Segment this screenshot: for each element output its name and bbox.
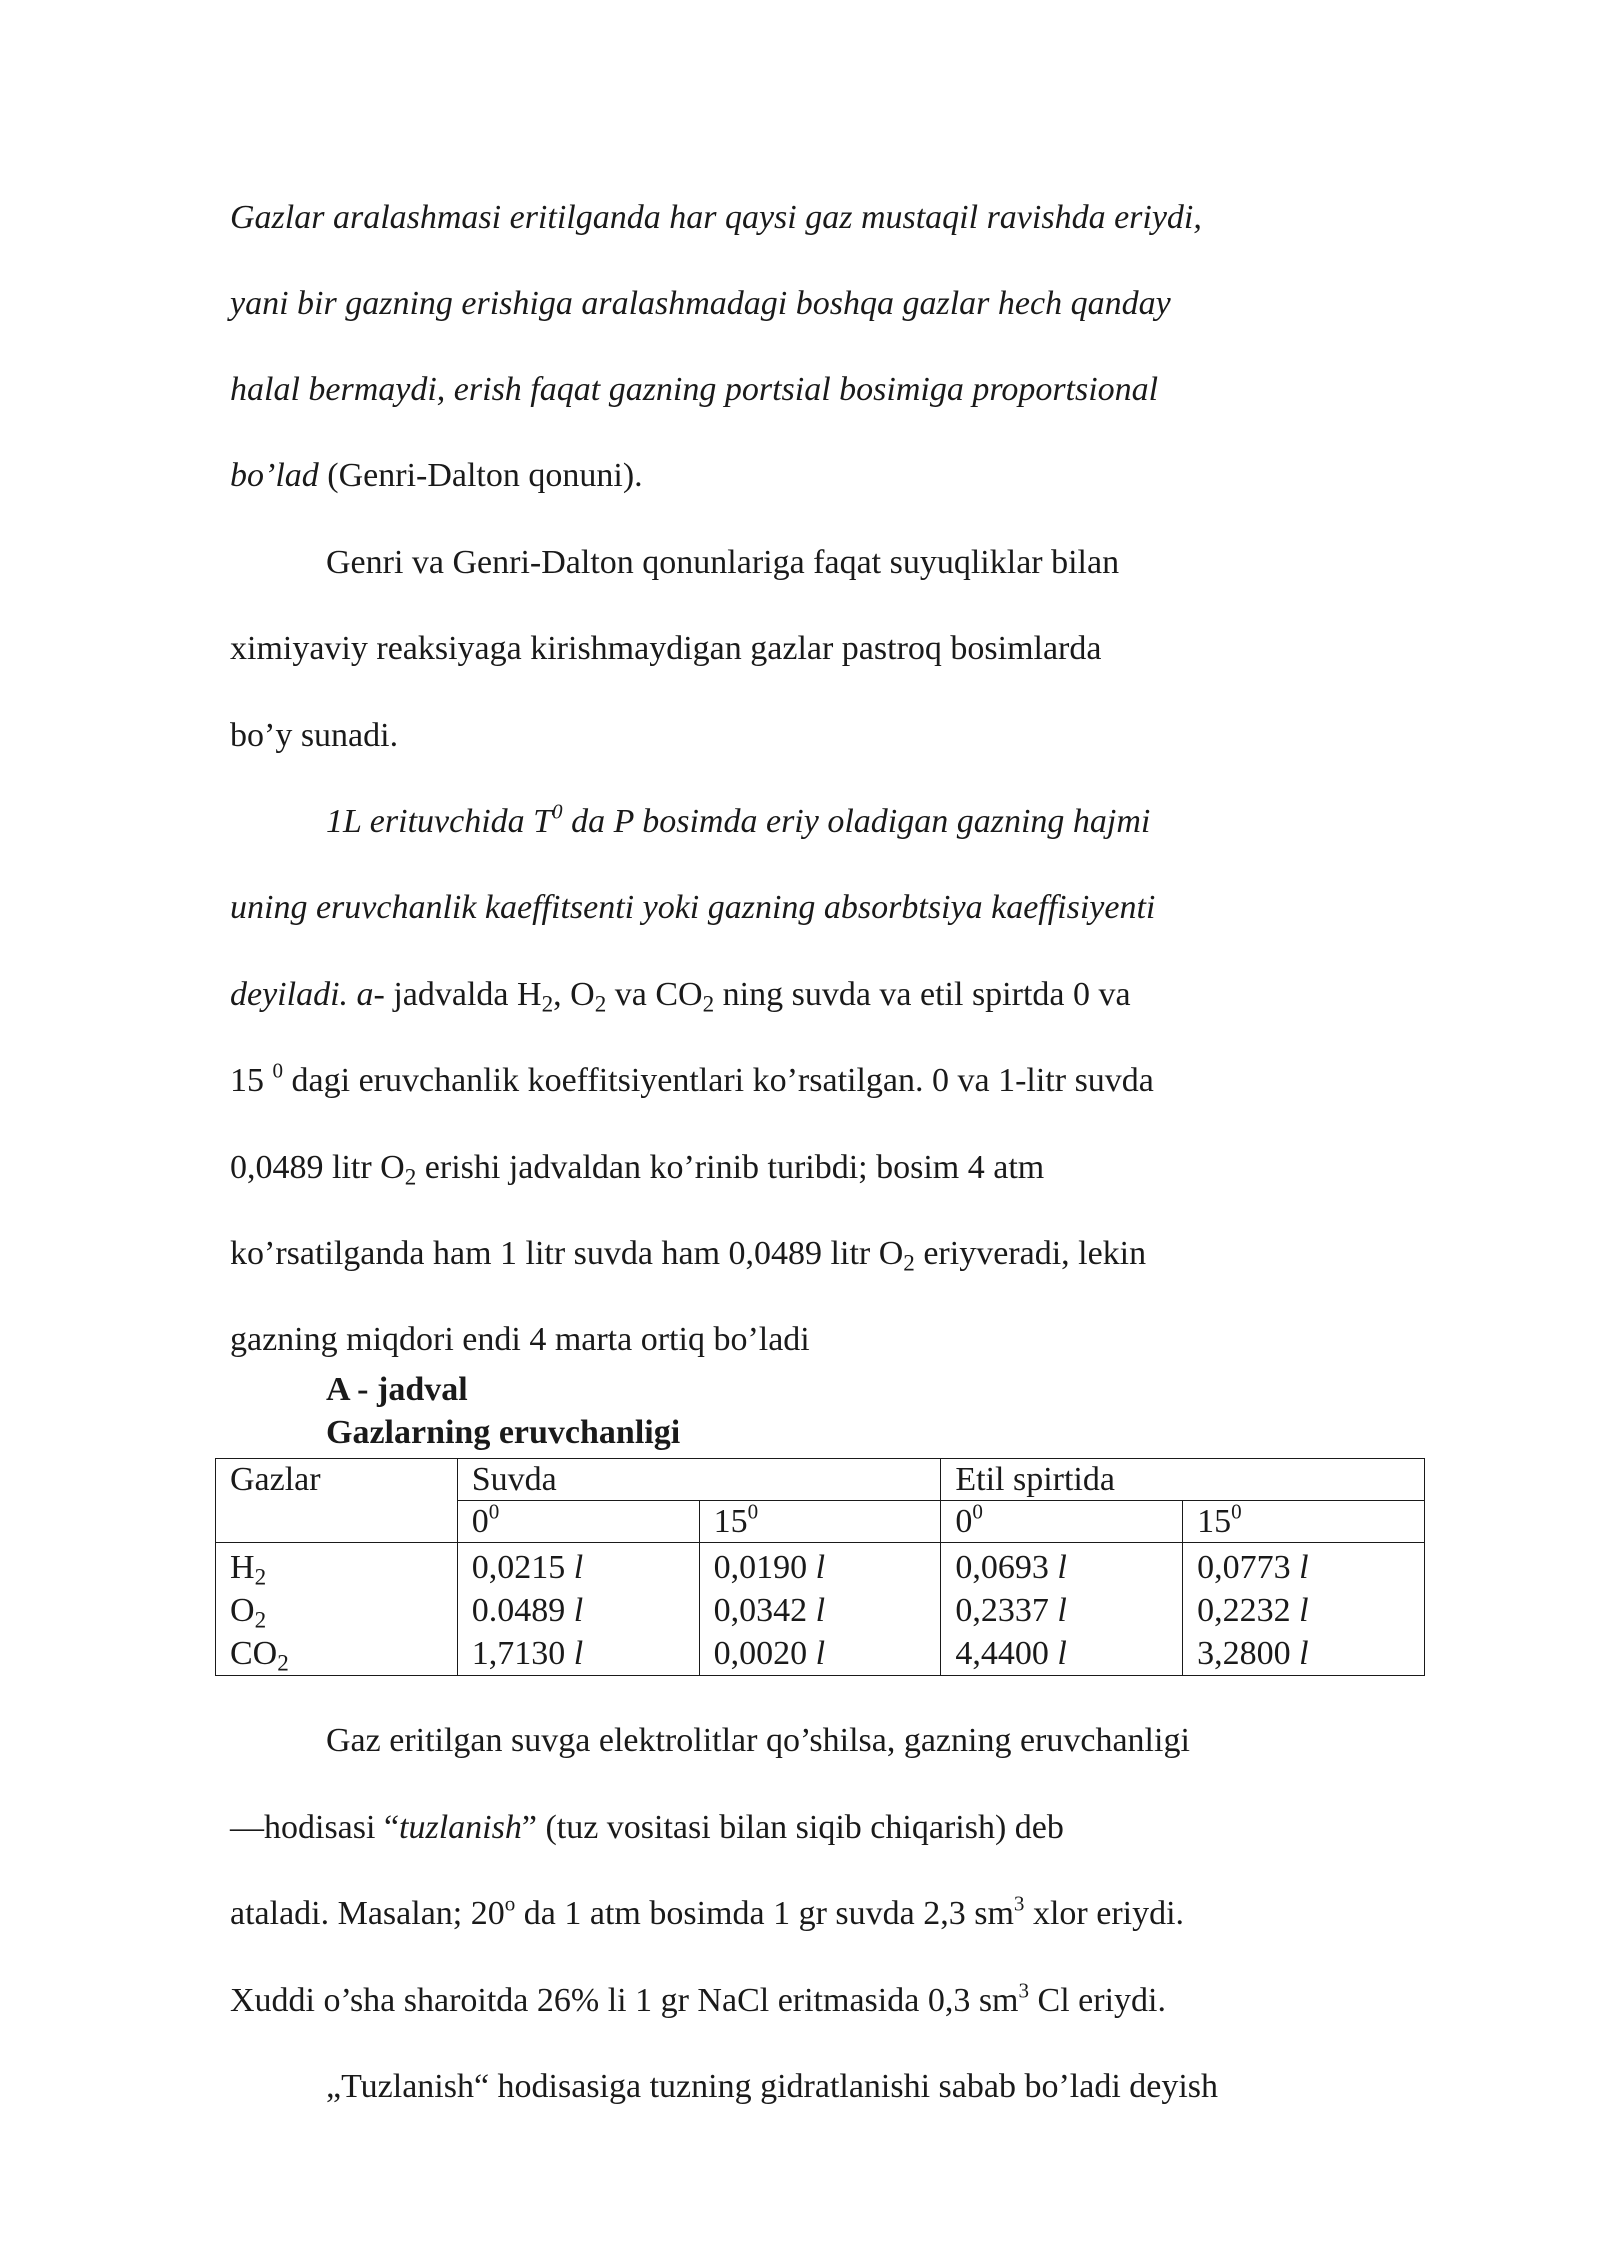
italic-text: bo’lad: [230, 457, 319, 494]
number: 0,0020: [713, 1635, 816, 1672]
superscript: 0: [488, 1499, 500, 1524]
value: [714, 1546, 941, 1589]
table-subtitle: Gazlarning eruvchanligi: [326, 1414, 681, 1451]
temp-cell: [1183, 1501, 1425, 1543]
paragraph-5-line-1: „Tuzlanish“ hodisasiga tuzning gidratlanishi sabab bo’ladi deyish: [326, 2068, 1219, 2105]
paragraph-3-line-5: [230, 1148, 1045, 1191]
subscript: 2: [277, 1650, 289, 1677]
water-15-cell: [699, 1543, 941, 1676]
value: [955, 1589, 1182, 1632]
text: (Genri-Dalton qonuni).: [318, 457, 643, 494]
text: 1L erituvchida T: [326, 803, 553, 840]
text: dagi eruvchanlik koeffitsiyentlari ko’rsatilgan. 0 va 1-litr suvda: [283, 1062, 1154, 1099]
paragraph-4-line-1: Gaz eritilgan suvga elektrolitlar qo’shilsa, gazning eruvchanligi: [326, 1722, 1190, 1759]
number: 0,0342: [713, 1592, 816, 1629]
value: [714, 1632, 941, 1675]
number: 4,4400: [955, 1635, 1058, 1672]
superscript: 3: [1013, 1891, 1025, 1916]
text: da 1 atm bosimda 1 gr suvda 2,3 sm: [515, 1895, 1014, 1932]
unit: l: [1057, 1592, 1067, 1629]
paragraph-1-line-2: yani bir gazning erishiga aralashmadagi boshqa gazlar hech qanday: [230, 285, 1171, 322]
solubility-table: [215, 1458, 1425, 1676]
text: 0,0489 litr O: [230, 1149, 405, 1186]
paragraph-1-line-1: Gazlar aralashmasi eritilganda har qaysi gaz mustaqil ravishda eriydi,: [230, 199, 1202, 236]
text: ” (tuz vositasi bilan siqib chiqarish) deb: [521, 1809, 1064, 1846]
text: CO: [230, 1635, 278, 1672]
value: [955, 1546, 1182, 1589]
text: Cl eriydi.: [1029, 1982, 1166, 2019]
table-header-row: [216, 1459, 1425, 1501]
unit: l: [1057, 1549, 1067, 1586]
table-title: A - jadval: [326, 1371, 468, 1408]
unit: l: [1299, 1635, 1309, 1672]
paragraph-3-line-1: [326, 799, 1151, 842]
ethanol-15-cell: [1183, 1543, 1425, 1676]
paragraph-4-line-2: [230, 1808, 1064, 1848]
subscript: 2: [541, 991, 554, 1018]
paragraph-4-line-3: [230, 1891, 1185, 1934]
text: , O: [553, 976, 595, 1013]
subscript: 2: [254, 1607, 267, 1634]
unit: l: [1299, 1549, 1309, 1586]
number: 0,0693: [955, 1549, 1058, 1586]
subscript: 2: [702, 991, 715, 1018]
subscript: 2: [254, 1564, 267, 1591]
temp-cell: [941, 1501, 1183, 1543]
superscript: o: [504, 1891, 516, 1916]
paragraph-2-line-3: bo’y sunadi.: [230, 717, 399, 754]
table-row: [216, 1543, 1425, 1676]
text: da P bosimda eriy oladigan gazning hajmi: [562, 803, 1151, 840]
text: - jadvalda H: [373, 976, 542, 1013]
unit: l: [815, 1592, 826, 1629]
unit: l: [815, 1635, 826, 1672]
value: [472, 1589, 699, 1632]
superscript: 3: [1018, 1978, 1030, 2003]
gas-name: [230, 1589, 457, 1632]
gas-names-cell: [216, 1543, 458, 1676]
ethanol-0-cell: [941, 1543, 1183, 1676]
paragraph-2-line-2: ximiyaviy reaksiyaga kirishmaydigan gazlar pastroq bosimlarda: [230, 630, 1102, 667]
temp-cell: [457, 1501, 699, 1543]
text: ko’rsatilganda ham 1 litr suvda ham 0,0489 litr O: [230, 1235, 904, 1272]
value: [955, 1632, 1182, 1675]
superscript: 0: [972, 1499, 983, 1524]
value: [1197, 1632, 1424, 1675]
subscript: 2: [404, 1164, 417, 1191]
superscript: 0: [1231, 1499, 1242, 1524]
subscript: 2: [594, 991, 607, 1018]
number: 1,7130: [471, 1635, 574, 1672]
italic-text: deyiladi. a: [230, 976, 374, 1013]
text: eriyveradi, lekin: [914, 1235, 1147, 1272]
temp-value: 0: [955, 1503, 973, 1540]
text: H: [230, 1549, 255, 1586]
temp-value: 0: [471, 1503, 489, 1540]
paragraph-3-line-6: [230, 1234, 1147, 1277]
text: Xuddi o’sha sharoitda 26% li 1 gr NaCl eritmasida 0,3 sm: [230, 1982, 1019, 2019]
text: O: [230, 1592, 255, 1629]
value: [1197, 1546, 1424, 1589]
superscript: 0: [552, 799, 563, 824]
paragraph-1-line-4: [230, 456, 643, 496]
text: ning suvda va etil spirtda 0 va: [714, 976, 1131, 1013]
header-gases: Gazlar: [216, 1459, 458, 1543]
subscript: 2: [903, 1250, 915, 1277]
paragraph-4-line-4: [230, 1978, 1166, 2021]
unit: l: [1057, 1635, 1067, 1672]
temp-value: 15: [1197, 1503, 1232, 1540]
text: erishi jadvaldan ko’rinib turibdi; bosim 4 atm: [416, 1149, 1045, 1186]
header-ethanol: Etil spirtida: [941, 1459, 1425, 1501]
header-water: Suvda: [457, 1459, 941, 1501]
number: 0,2232: [1197, 1592, 1300, 1629]
paragraph-2-line-1: Genri va Genri-Dalton qonunlariga faqat suyuqliklar bilan: [326, 544, 1120, 581]
water-0-cell: [457, 1543, 699, 1676]
paragraph-1-line-3: halal bermaydi, erish faqat gazning portsial bosimiga proportsional: [230, 371, 1159, 408]
text: xlor eriydi.: [1024, 1895, 1185, 1932]
number: 0,0215: [471, 1549, 574, 1586]
superscript: 0: [747, 1499, 759, 1524]
value: [472, 1632, 699, 1675]
italic-text: tuzlanish: [399, 1809, 522, 1846]
unit: l: [573, 1549, 584, 1586]
temp-value: 15: [713, 1503, 748, 1540]
value: [714, 1589, 941, 1632]
value: [472, 1546, 699, 1589]
value: [1197, 1589, 1424, 1632]
paragraph-3-line-7: gazning miqdori endi 4 marta ortiq bo’ladi: [230, 1321, 810, 1358]
unit: l: [573, 1635, 584, 1672]
unit: l: [1299, 1592, 1309, 1629]
temp-cell: [699, 1501, 941, 1543]
paragraph-3-line-3: [230, 975, 1131, 1018]
unit: l: [815, 1549, 826, 1586]
number: 3,2800: [1197, 1635, 1300, 1672]
gas-name: [230, 1546, 457, 1589]
text: va CO: [606, 976, 703, 1013]
paragraph-3-line-2: uning eruvchanlik kaeffitsenti yoki gazning absorbtsiya kaeffisiyenti: [230, 889, 1156, 926]
number: 0,0190: [713, 1549, 816, 1586]
paragraph-3-line-4: [230, 1058, 1154, 1101]
unit: l: [573, 1592, 584, 1629]
number: 0,2337: [955, 1592, 1058, 1629]
number: 0.0489: [471, 1592, 574, 1629]
text: ataladi. Masalan; 20: [230, 1895, 505, 1932]
superscript: 0: [272, 1058, 284, 1083]
text: —hodisasi “: [230, 1809, 400, 1846]
number: 0,0773: [1197, 1549, 1300, 1586]
text: 15: [230, 1062, 273, 1099]
gas-name: [230, 1632, 457, 1675]
